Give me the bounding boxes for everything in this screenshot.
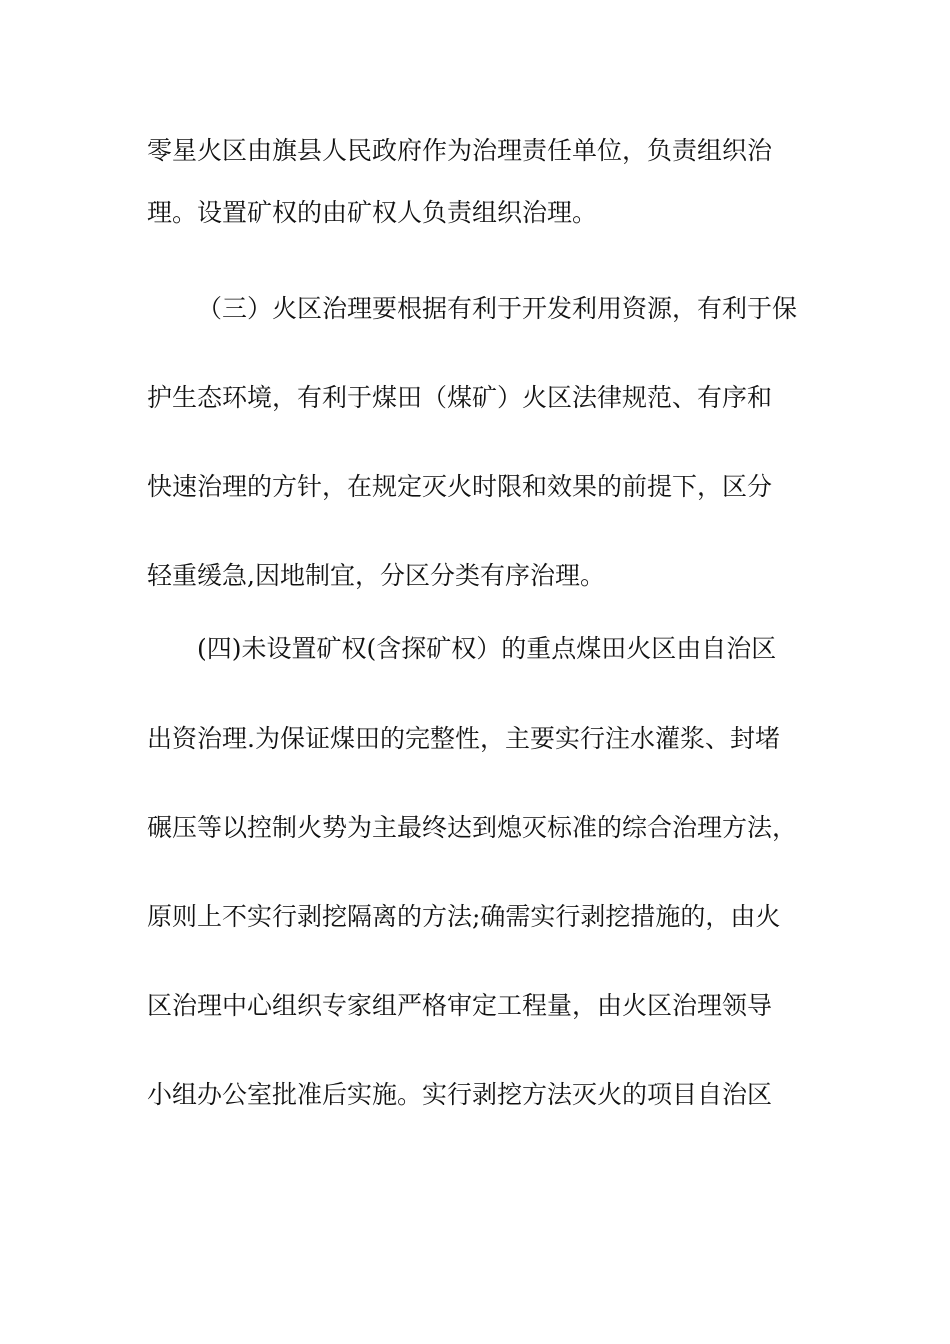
paragraph-line: 护生态环境，有利于煤田（煤矿）火区法律规范、有序和 bbox=[147, 383, 773, 412]
paragraph-line: （三）火区治理要根据有利于开发利用资源，有利于保 bbox=[197, 294, 798, 323]
paragraph-line: 轻重缓急,因地制宜，分区分类有序治理。 bbox=[147, 561, 605, 590]
paragraph-line: 小组办公室批准后实施。实行剥挖方法灭火的项目自治区 bbox=[147, 1080, 773, 1109]
paragraph-line: 原则上不实行剥挖隔离的方法;确需实行剥挖措施的，由火 bbox=[147, 902, 781, 931]
paragraph-line: 出资治理.为保证煤田的完整性，主要实行注水灌浆、封堵 bbox=[147, 724, 780, 753]
paragraph-line: 快速治理的方针，在规定灭火时限和效果的前提下，区分 bbox=[147, 472, 773, 501]
paragraph-line: 碾压等以控制火势为主最终达到熄灭标准的综合治理方法， bbox=[147, 813, 798, 842]
paragraph-line: 零星火区由旗县人民政府作为治理责任单位，负责组织治 bbox=[147, 136, 773, 165]
paragraph-line: 理。设置矿权的由矿权人负责组织治理。 bbox=[147, 198, 598, 227]
paragraph-line: (四)未设置矿权(含探矿权）的重点煤田火区由自治区 bbox=[197, 634, 777, 663]
paragraph-line: 区治理中心组织专家组严格审定工程量，由火区治理领导 bbox=[147, 991, 773, 1020]
